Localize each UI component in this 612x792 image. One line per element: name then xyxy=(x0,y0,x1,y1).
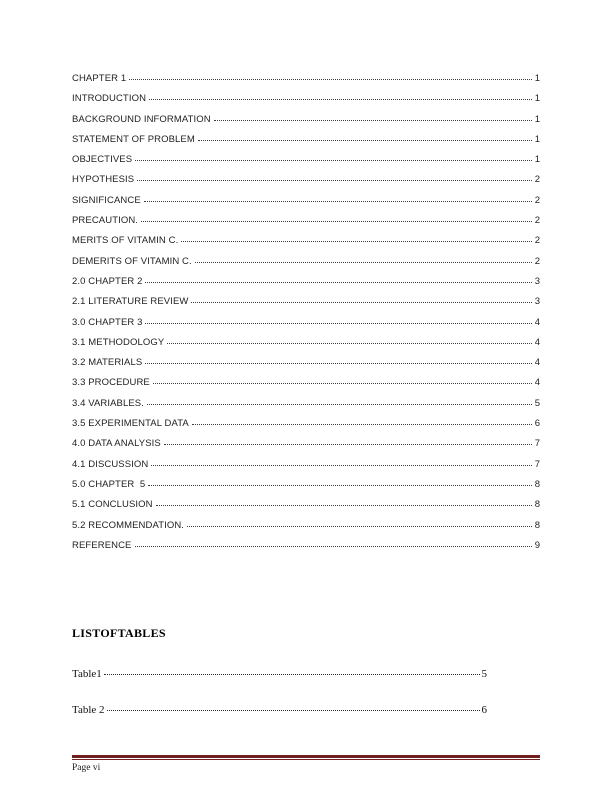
toc-leader-dots xyxy=(145,282,531,283)
toc-entry-page: 2 xyxy=(534,194,540,206)
toc-entry-page: 4 xyxy=(534,336,540,348)
toc-leader-dots xyxy=(167,343,531,344)
toc-entry-label: INTRODUCTION xyxy=(72,93,147,105)
toc-entry-page: 8 xyxy=(534,519,540,531)
toc-leader-dots xyxy=(191,302,531,303)
toc-entry-label: 5.1 CONCLUSION xyxy=(72,499,153,511)
lot-entry-page: 5 xyxy=(481,668,487,680)
toc-entry-label: 3.4 VARIABLES. xyxy=(72,397,144,409)
toc-entry-page: 9 xyxy=(534,539,540,551)
toc-leader-dots xyxy=(148,485,532,486)
toc-leader-dots xyxy=(195,262,532,263)
toc-entry-label: STATEMENT OF PROBLEM xyxy=(72,133,195,145)
toc-entry-page: 2 xyxy=(534,255,540,267)
footer-divider xyxy=(72,755,540,760)
toc-entry-page: 5 xyxy=(534,397,540,409)
toc-leader-dots xyxy=(164,444,532,445)
toc-leader-dots xyxy=(156,505,532,506)
lot-leader-dots xyxy=(104,674,480,675)
toc-entry-page: 4 xyxy=(534,316,540,328)
toc-leader-dots xyxy=(137,180,531,181)
lot-leader-dots xyxy=(107,710,480,711)
toc-entry-label: 3.1 METHODOLOGY xyxy=(72,336,165,348)
toc-entry-label: CHAPTER 1 xyxy=(72,73,127,84)
toc-entry xyxy=(72,150,540,170)
toc-leader-dots xyxy=(198,140,532,141)
toc-entry xyxy=(72,434,540,454)
toc-entry xyxy=(72,110,540,130)
table-of-contents xyxy=(72,69,540,556)
toc-leader-dots xyxy=(141,221,532,222)
toc-leader-dots xyxy=(144,201,532,202)
toc-entry-label: BACKGROUND INFORMATION xyxy=(72,113,211,125)
toc-entry-label: 4.1 DISCUSSION xyxy=(72,458,149,470)
toc-leader-dots xyxy=(151,465,531,466)
toc-entry-page: 2 xyxy=(534,235,540,247)
toc-leader-dots xyxy=(153,383,532,384)
toc-entry-label: MERITS OF VITAMIN C. xyxy=(72,235,179,247)
toc-entry xyxy=(72,353,540,373)
toc-entry-page: 3 xyxy=(534,275,540,287)
toc-entry xyxy=(72,89,540,109)
toc-leader-dots xyxy=(145,323,531,324)
toc-leader-dots xyxy=(147,404,532,405)
list-item xyxy=(72,668,487,680)
toc-entry-page: 1 xyxy=(534,154,540,166)
footer-divider-thick-line xyxy=(72,755,540,758)
toc-entry xyxy=(72,69,540,89)
toc-entry xyxy=(72,292,540,312)
list-item xyxy=(72,704,487,716)
toc-leader-dots xyxy=(135,546,532,547)
toc-entry-label: DEMERITS OF VITAMIN C. xyxy=(72,255,192,267)
toc-entry-label: 2.0 CHAPTER 2 xyxy=(72,275,143,287)
toc-leader-dots xyxy=(192,424,532,425)
toc-leader-dots xyxy=(135,160,532,161)
toc-entry xyxy=(72,272,540,292)
toc-entry-page: 1 xyxy=(534,133,540,145)
toc-entry-label: 3.0 CHAPTER 3 xyxy=(72,316,143,328)
toc-entry xyxy=(72,414,540,434)
lot-entry-label: Table 2 xyxy=(72,704,105,716)
toc-entry-page: 1 xyxy=(534,73,540,84)
toc-entry-label: HYPOTHESIS xyxy=(72,174,135,186)
toc-entry-label: 5.0 CHAPTER 5 xyxy=(72,478,146,490)
toc-entry-page: 7 xyxy=(534,438,540,450)
page-number-label: Page vi xyxy=(72,763,101,773)
toc-entry xyxy=(72,394,540,414)
toc-entry xyxy=(72,130,540,150)
toc-entry-page: 2 xyxy=(534,174,540,186)
toc-entry xyxy=(72,373,540,393)
toc-entry-label: 2.1 LITERATURE REVIEW xyxy=(72,296,189,308)
toc-leader-dots xyxy=(129,79,531,80)
lot-entry-label: Table1 xyxy=(72,668,102,680)
toc-entry-label: SIGNIFICANCE xyxy=(72,194,141,206)
toc-entry-page: 8 xyxy=(534,478,540,490)
toc-entry xyxy=(72,516,540,536)
toc-entry-page: 6 xyxy=(534,418,540,430)
footer-divider-thin-line xyxy=(72,759,540,760)
toc-entry-label: 4.0 DATA ANALYSIS xyxy=(72,438,161,450)
toc-entry-label: 3.5 EXPERIMENTAL DATA xyxy=(72,418,189,430)
toc-entry xyxy=(72,536,540,556)
lot-entry-page: 6 xyxy=(481,704,487,716)
toc-entry xyxy=(72,252,540,272)
toc-leader-dots xyxy=(214,120,532,121)
toc-entry-label: 3.3 PROCEDURE xyxy=(72,377,150,389)
toc-entry xyxy=(72,231,540,251)
toc-entry xyxy=(72,495,540,515)
toc-entry xyxy=(72,313,540,333)
toc-entry-label: OBJECTIVES xyxy=(72,154,133,166)
toc-entry xyxy=(72,475,540,495)
toc-entry xyxy=(72,455,540,475)
toc-entry-page: 4 xyxy=(534,377,540,389)
toc-entry-label: 5.2 RECOMMENDATION. xyxy=(72,519,185,531)
toc-entry xyxy=(72,170,540,190)
toc-entry xyxy=(72,333,540,353)
toc-entry-label: PRECAUTION. xyxy=(72,215,139,227)
list-of-tables-heading: LISTOFTABLES xyxy=(72,626,166,640)
toc-entry-page: 4 xyxy=(534,357,540,369)
toc-entry-label: REFERENCE xyxy=(72,539,132,551)
toc-entry-label: 3.2 MATERIALS xyxy=(72,357,143,369)
toc-leader-dots xyxy=(145,363,531,364)
toc-leader-dots xyxy=(149,99,532,100)
toc-entry-page: 3 xyxy=(534,296,540,308)
toc-entry-page: 1 xyxy=(534,93,540,105)
toc-leader-dots xyxy=(187,526,532,527)
toc-entry-page: 1 xyxy=(534,113,540,125)
toc-leader-dots xyxy=(181,241,531,242)
toc-entry-page: 8 xyxy=(534,499,540,511)
toc-entry xyxy=(72,211,540,231)
toc-entry xyxy=(72,191,540,211)
toc-entry-page: 2 xyxy=(534,215,540,227)
toc-entry-page: 7 xyxy=(534,458,540,470)
